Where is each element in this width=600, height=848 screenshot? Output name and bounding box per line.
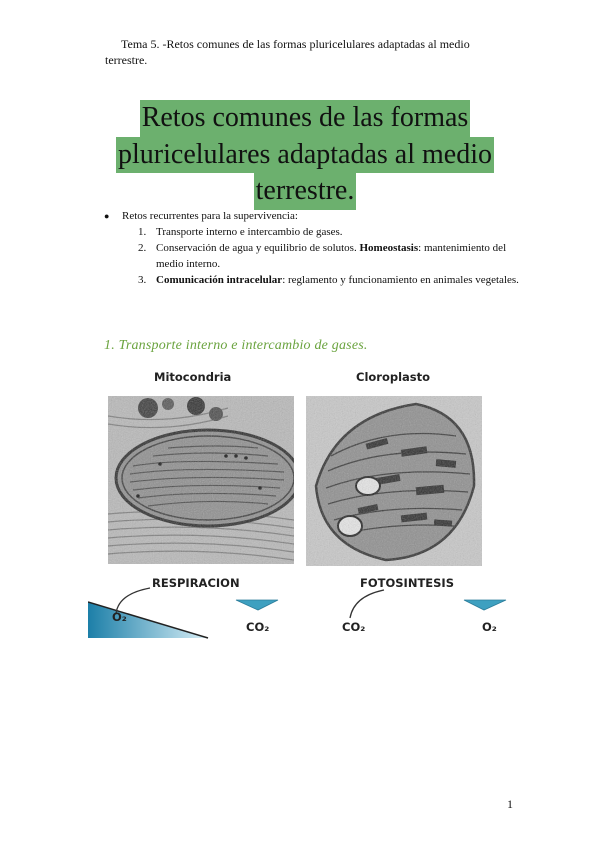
mitocondria-label: Mitocondria <box>154 370 232 384</box>
co2-label-left: CO₂ <box>246 620 270 634</box>
list-number: 1. <box>138 226 147 238</box>
list-item <box>138 240 524 272</box>
list-item-bold: Homeostasis <box>359 242 419 254</box>
mitochondria-micrograph <box>108 396 294 564</box>
o2-label-left: O₂ <box>112 610 127 624</box>
title-line-3: terrestre. <box>254 173 357 210</box>
list-number: 3. <box>138 274 147 286</box>
organelle-figure <box>88 362 508 642</box>
co2-label-right: CO₂ <box>342 620 366 634</box>
list-item-text <box>156 272 524 288</box>
bullet-text: Retos recurrentes para la supervivencia: <box>122 210 298 222</box>
cloroplasto-label: Cloroplasto <box>356 370 431 384</box>
list-item-text: Transporte interno e intercambio de gases. <box>156 226 343 238</box>
challenges-list <box>104 208 524 288</box>
list-number: 2. <box>138 242 147 254</box>
bullet-icon: ● <box>104 211 110 221</box>
list-item-rest: : reglamento y funcionamiento en animales vegetales. <box>282 274 519 286</box>
o2-label-right: O₂ <box>482 620 497 634</box>
title-line-1: Retos comunes de las formas <box>140 100 471 137</box>
chloroplast-micrograph <box>306 396 482 566</box>
respiracion-label: RESPIRACION <box>152 576 240 590</box>
section-heading: 1. Transporte interno e intercambio de gases. <box>104 338 368 353</box>
bullet-item <box>104 208 524 224</box>
list-item <box>138 272 524 288</box>
arrow-down-icon <box>236 600 278 610</box>
page-title <box>100 100 510 210</box>
list-item-rest: : mantenimiento del medio interno. <box>156 242 507 270</box>
list-item-bold: Comunicación intracelular <box>156 274 283 286</box>
arrow-down-icon <box>464 600 506 610</box>
curve-icon <box>350 590 384 618</box>
title-line-2: pluricelulares adaptadas al medio <box>116 137 494 174</box>
list-item <box>138 224 524 240</box>
numbered-list <box>138 224 524 288</box>
page-number: 1 <box>507 797 513 811</box>
list-item-lead: Conservación de agua y equilibrio de solutos. <box>156 242 360 254</box>
fotosintesis-label: FOTOSINTESIS <box>360 576 454 590</box>
list-item-text <box>156 240 524 272</box>
running-header: Tema 5. -Retos comunes de las formas pluricelulares adaptadas al medio terrestre. <box>105 37 470 67</box>
